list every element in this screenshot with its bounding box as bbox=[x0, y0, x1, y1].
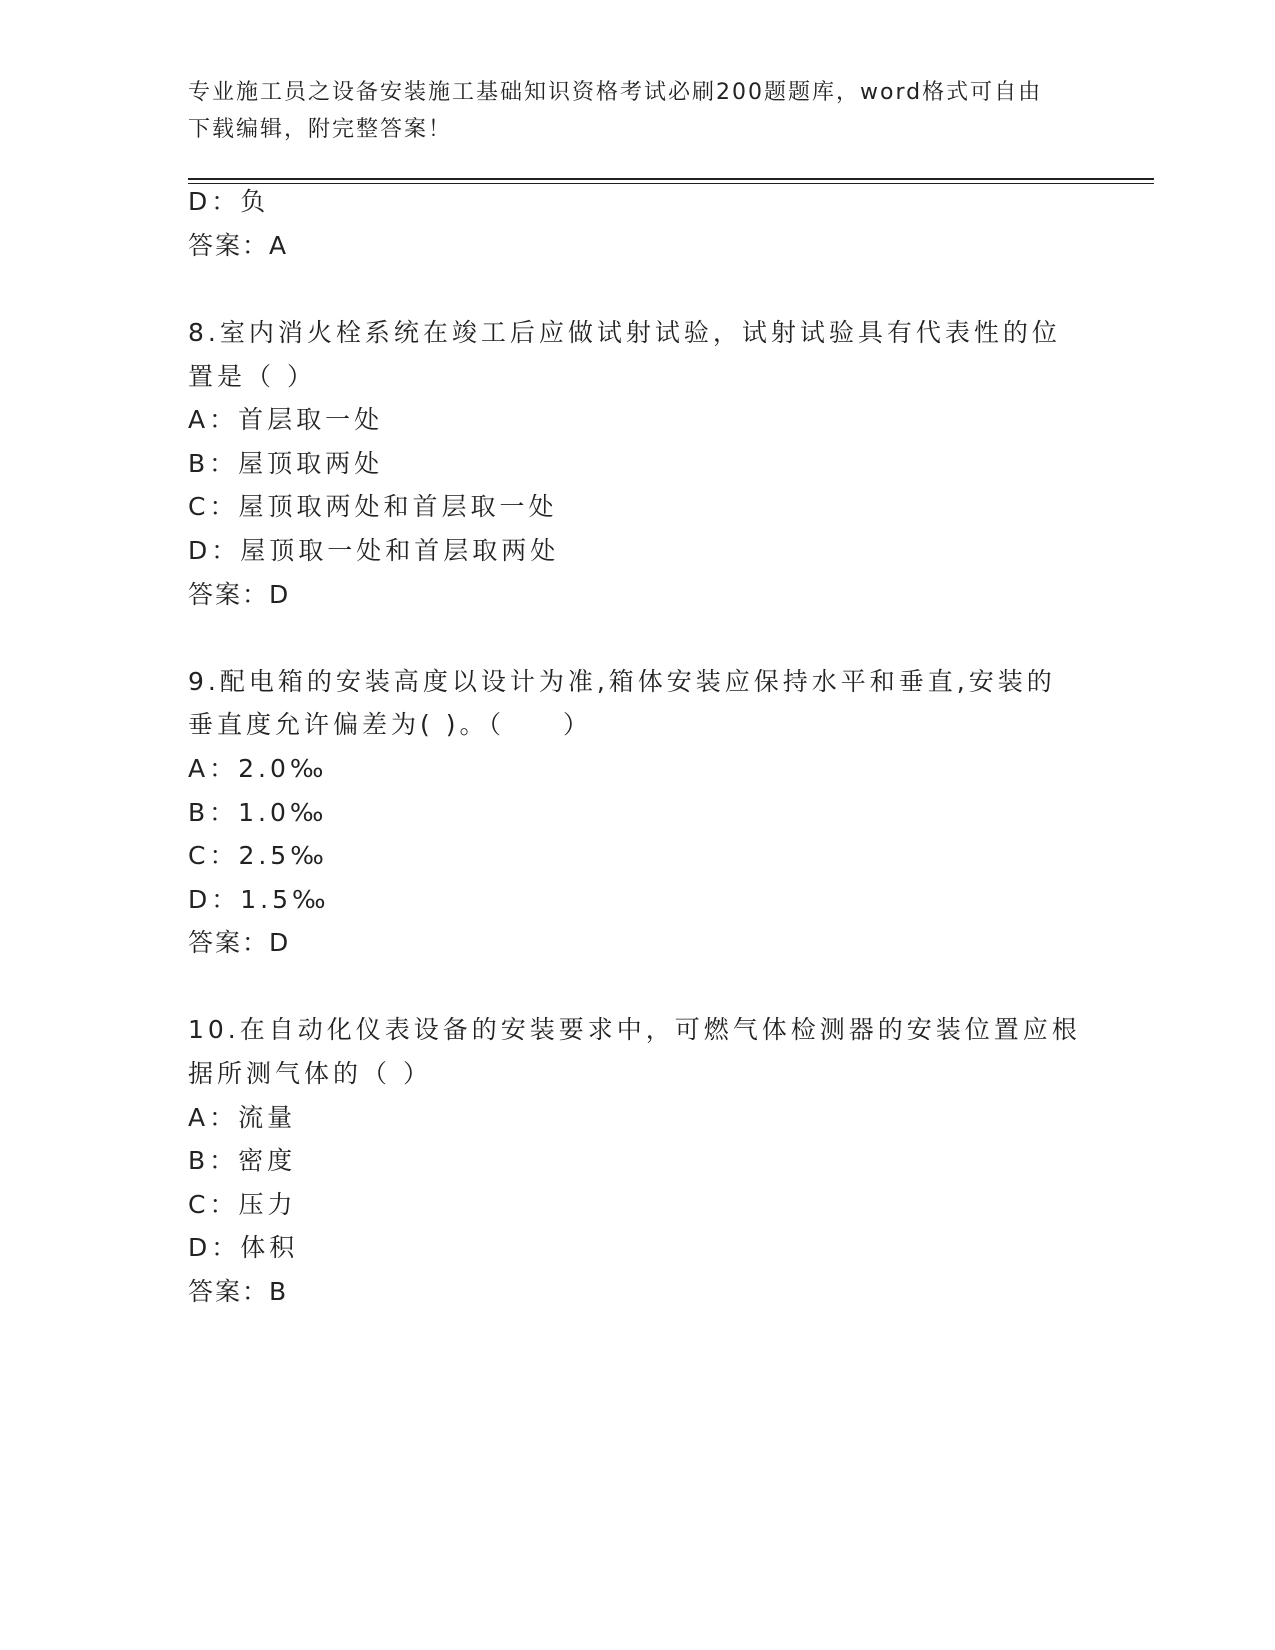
option-b: B：1.0‰ bbox=[188, 798, 328, 827]
option-a: A：2.0‰ bbox=[188, 754, 328, 783]
option-c: C：屋顶取两处和首层取一处 bbox=[188, 492, 558, 521]
answer: 答案：D bbox=[188, 928, 291, 957]
option-c: C：压力 bbox=[188, 1190, 297, 1219]
option-b: B：密度 bbox=[188, 1146, 297, 1175]
option-d: D：体积 bbox=[188, 1233, 299, 1262]
question-stem-line1: 8.室内消火栓系统在竣工后应做试射试验，试射试验具有代表性的位 bbox=[188, 318, 1061, 347]
option-a: A：首层取一处 bbox=[188, 405, 384, 434]
prev-option-d: D：负 bbox=[188, 187, 270, 216]
header-divider-thin bbox=[188, 183, 1154, 184]
option-c: C：2.5‰ bbox=[188, 841, 328, 870]
answer: 答案：B bbox=[188, 1277, 289, 1306]
option-d: D：屋顶取一处和首层取两处 bbox=[188, 536, 560, 565]
question-stem-line1: 9.配电箱的安装高度以设计为准,箱体安装应保持水平和垂直,安装的 bbox=[188, 667, 1056, 696]
question-stem-line2: 垂直度允许偏差为( )。（ ） bbox=[188, 710, 592, 739]
header-title-line2: 下载编辑，附完整答案！ bbox=[188, 117, 453, 142]
option-d: D：1.5‰ bbox=[188, 885, 330, 914]
prev-answer: 答案：A bbox=[188, 231, 289, 260]
document-header bbox=[188, 74, 1068, 148]
header-title-line1: 专业施工员之设备安装施工基础知识资格考试必刷200题题库，word格式可自由 bbox=[188, 80, 1043, 105]
header-divider-thick bbox=[188, 178, 1154, 180]
option-b: B：屋顶取两处 bbox=[188, 449, 384, 478]
question-stem-line2: 据所测气体的（ ） bbox=[188, 1059, 432, 1088]
option-a: A：流量 bbox=[188, 1103, 297, 1132]
answer: 答案：D bbox=[188, 580, 291, 609]
question-stem-line2: 置是（ ） bbox=[188, 362, 316, 391]
question-stem-line1: 10.在自动化仪表设备的安装要求中，可燃气体检测器的安装位置应根 bbox=[188, 1015, 1081, 1044]
